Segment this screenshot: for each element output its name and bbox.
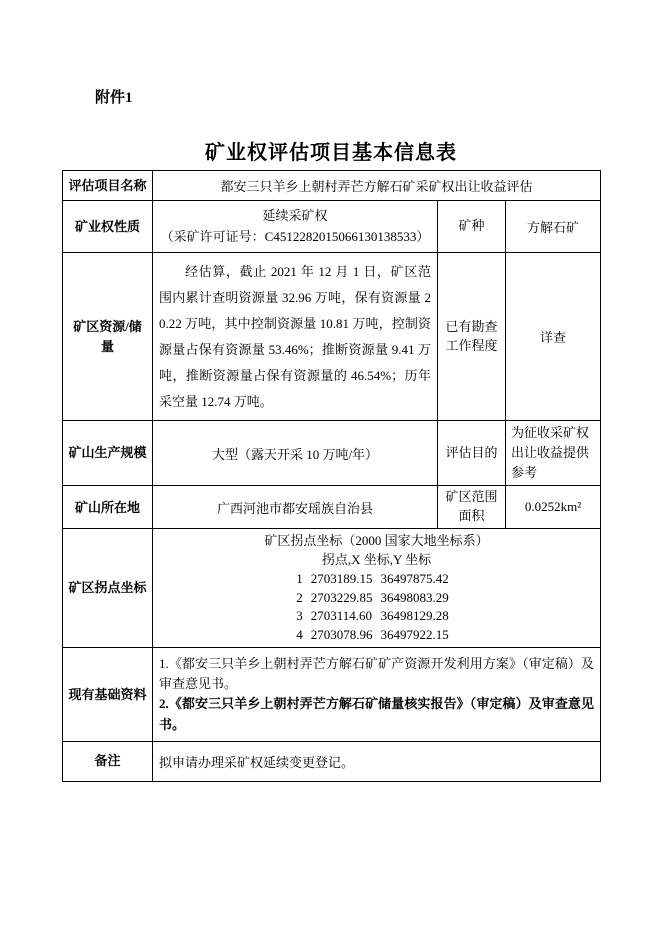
point-y: 36498083.29 xyxy=(380,589,449,605)
table-row-coordinates xyxy=(63,529,601,648)
mineral-type-value: 方解石矿 xyxy=(506,201,601,253)
area-value: 0.0252km² xyxy=(506,486,601,529)
production-scale-value: 大型（露天开采 10 万吨/年） xyxy=(153,421,438,486)
table-row-location xyxy=(63,486,601,529)
exploration-level-value: 详查 xyxy=(506,253,601,421)
coordinates-label: 矿区拐点坐标 xyxy=(63,529,153,648)
point-no: 4 xyxy=(296,627,303,643)
info-table xyxy=(62,170,601,782)
resources-value xyxy=(153,253,438,421)
remarks-value: 拟申请办理采矿权延续变更登记。 xyxy=(153,741,601,781)
evaluation-purpose-label: 评估目的 xyxy=(438,421,506,486)
point-x: 2703189.15 xyxy=(310,570,373,586)
project-name-label: 评估项目名称 xyxy=(63,171,153,201)
table-row-production-scale xyxy=(63,421,601,486)
coordinates-subheading: 拐点,X 坐标,Y 坐标 xyxy=(321,551,432,567)
basic-data-label: 现有基础资料 xyxy=(63,648,153,742)
point-x: 2703229.85 xyxy=(310,589,373,605)
coordinate-point-row xyxy=(296,570,457,589)
attachment-label: 附件1 xyxy=(95,90,133,106)
table-row-remarks xyxy=(63,741,601,781)
rights-nature-value xyxy=(153,201,438,253)
rights-nature-line2: （采矿许可证号：C4512282015066130138533） xyxy=(160,228,430,244)
point-y: 36497875.42 xyxy=(380,570,449,586)
point-y: 36498129.28 xyxy=(380,608,449,624)
table-row-project-name xyxy=(63,171,601,201)
basic-data-value xyxy=(153,648,601,742)
point-no: 2 xyxy=(296,589,303,605)
mineral-type-label: 矿种 xyxy=(438,201,506,253)
production-scale-label: 矿山生产规模 xyxy=(63,421,153,486)
coordinate-point-row xyxy=(296,607,457,626)
table-row-resources xyxy=(63,253,601,421)
page-title: 矿业权评估项目基本信息表 xyxy=(205,142,457,164)
rights-nature-label: 矿业权性质 xyxy=(63,201,153,253)
point-x: 2703114.60 xyxy=(310,608,373,624)
coordinate-point-row xyxy=(296,626,457,645)
project-name-value: 都安三只羊乡上朝村弄芒方解石矿采矿权出让收益评估 xyxy=(153,171,601,201)
remarks-label: 备注 xyxy=(63,741,153,781)
area-label: 矿区范围面积 xyxy=(438,486,506,529)
coordinate-point-row xyxy=(296,589,457,608)
coordinates-point-list xyxy=(296,570,457,645)
coordinates-value xyxy=(153,529,601,648)
point-x: 2703078.96 xyxy=(310,627,373,643)
evaluation-purpose-value: 为征收采矿权出让收益提供参考 xyxy=(506,421,601,486)
point-no: 3 xyxy=(296,608,303,624)
location-value: 广西河池市都安瑶族自治县 xyxy=(153,486,438,529)
coordinates-heading: 矿区拐点坐标（2000 国家大地坐标系） xyxy=(264,533,489,549)
basic-data-item: 2.《都安三只羊乡上朝村弄芒方解石矿储量核实报告》（审定稿）及审查意见书。 xyxy=(159,696,594,732)
resources-text: 经估算，截止 2021 年 12 月 1 日，矿区范围内累计查明资源量 32.96 万吨，保有资源量 20.22 万吨，其中控制资源量 10.81 万吨，控制资源量占保有资源量 53.46%；推断资源量 9.41 万吨，推断资源量占保有资源量的 46.54%；历年采空量 12.74 万吨。 xyxy=(159,263,431,409)
point-y: 36497922.15 xyxy=(380,627,449,643)
table-row-basic-data xyxy=(63,648,601,742)
resources-label: 矿区资源/储量 xyxy=(63,253,153,421)
point-no: 1 xyxy=(296,570,303,586)
exploration-level-label: 已有勘查工作程度 xyxy=(438,253,506,421)
location-label: 矿山所在地 xyxy=(63,486,153,529)
table-row-rights-nature xyxy=(63,201,601,253)
rights-nature-line1: 延续采矿权 xyxy=(262,208,328,224)
basic-data-item: 1.《都安三只羊乡上朝村弄芒方解石矿矿产资源开发利用方案》（审定稿）及审查意见书。 xyxy=(159,656,594,692)
